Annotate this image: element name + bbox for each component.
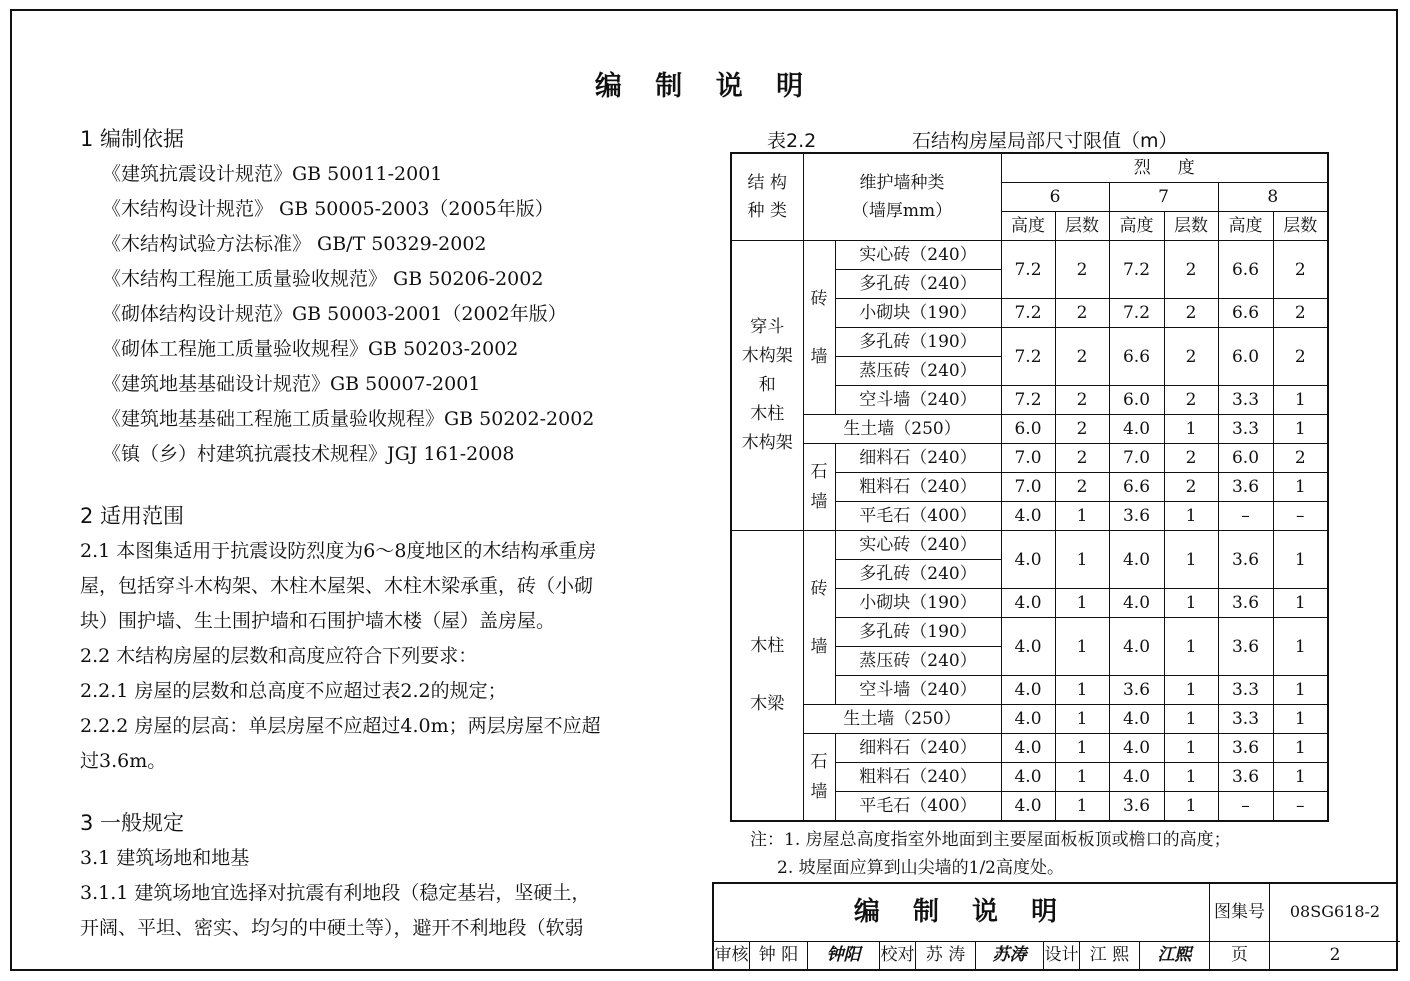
floors-value: 1 — [1055, 589, 1109, 618]
height-value: 7.2 — [1109, 299, 1164, 328]
header-degree: 7 — [1109, 183, 1218, 212]
floors-value: 1 — [1164, 792, 1218, 822]
floors-value: 1 — [1273, 676, 1328, 705]
floors-value: 1 — [1273, 763, 1328, 792]
cell-line: 木柱 — [750, 636, 785, 656]
height-value: 4.0 — [1001, 705, 1055, 734]
wall-type-cell: 生土墙（250） — [803, 415, 1001, 444]
cell-line: 石 — [810, 462, 828, 482]
section-3-body — [80, 841, 690, 946]
body-line: 2.2 木结构房屋的层数和高度应符合下列要求： — [80, 645, 478, 667]
height-value: 3.3 — [1218, 705, 1273, 734]
floors-value: 2 — [1055, 299, 1109, 328]
floors-value: 1 — [1164, 589, 1218, 618]
reference-item: 《木结构试验方法标准》 GB/T 50329-2002 — [102, 233, 487, 255]
height-value: 3.6 — [1109, 676, 1164, 705]
reference-item: 《建筑地基基础工程施工质量验收规程》GB 50202-2002 — [102, 408, 595, 430]
reviewer-signature: 钟阳 — [808, 942, 880, 971]
height-value: 6.0 — [1218, 328, 1273, 386]
floors-value: 1 — [1055, 705, 1109, 734]
height-value: – — [1218, 502, 1273, 531]
height-value: 7.2 — [1001, 299, 1055, 328]
body-line: 2.2.2 房屋的层高：单层房屋不应超过4.0m；两层房屋不应超 — [80, 715, 601, 737]
height-value: 7.0 — [1109, 444, 1164, 473]
table-row — [731, 531, 1328, 560]
floors-value: 1 — [1164, 705, 1218, 734]
cell-line: （墙厚mm） — [851, 201, 953, 221]
section-2-heading: 2 适用范围 — [80, 504, 185, 528]
reference-item: 《镇（乡）村建筑抗震技术规程》JGJ 161-2008 — [102, 443, 515, 465]
wall-type-cell: 实心砖（240） — [835, 241, 1001, 270]
height-value: 6.6 — [1218, 241, 1273, 299]
cell-line: 砖 — [810, 578, 828, 599]
reference-item: 《建筑抗震设计规范》GB 50011-2001 — [102, 163, 443, 185]
floors-value: 1 — [1164, 676, 1218, 705]
body-line: 过3.6m。 — [80, 750, 167, 772]
height-value: 7.2 — [1001, 386, 1055, 415]
height-value: 4.0 — [1001, 676, 1055, 705]
set-number-value: 08SG618-2 — [1270, 884, 1400, 942]
floors-value: 1 — [1273, 705, 1328, 734]
header-floors: 层数 — [1164, 212, 1218, 241]
page-label: 页 — [1210, 942, 1270, 971]
wall-type-cell: 细料石（240） — [835, 444, 1001, 473]
floors-value: 1 — [1164, 734, 1218, 763]
floors-value: 1 — [1164, 415, 1218, 444]
height-value: 4.0 — [1109, 705, 1164, 734]
floors-value: 2 — [1055, 328, 1109, 386]
cell-line: 木梁 — [750, 694, 785, 714]
height-value: 4.0 — [1001, 589, 1055, 618]
height-value: 3.6 — [1218, 618, 1273, 676]
floors-value: 1 — [1164, 531, 1218, 589]
cell-line: 木柱 — [750, 404, 785, 424]
wall-type-cell: 空斗墙（240） — [835, 676, 1001, 705]
floors-value: 2 — [1164, 299, 1218, 328]
header-height: 高度 — [1001, 212, 1055, 241]
floors-value: 1 — [1055, 618, 1109, 676]
height-value: 7.0 — [1001, 473, 1055, 502]
height-value: 3.6 — [1218, 734, 1273, 763]
body-line: 开阔、平坦、密实、均匀的中硬土等），避开不利地段（软弱 — [80, 917, 584, 939]
table-row — [731, 415, 1328, 444]
height-value: 4.0 — [1109, 618, 1164, 676]
height-value: 4.0 — [1001, 502, 1055, 531]
table-number: 表2.2 — [767, 130, 817, 152]
height-value: 4.0 — [1109, 415, 1164, 444]
wall-type-cell: 细料石（240） — [835, 734, 1001, 763]
floors-value: 1 — [1273, 531, 1328, 589]
table-header-row — [731, 153, 1328, 183]
note-1: 注：1. 房屋总高度指室外地面到主要屋面板板顶或檐口的高度； — [750, 830, 1231, 850]
cell-line: 木构架 — [741, 346, 793, 366]
floors-value: 1 — [1273, 386, 1328, 415]
reference-list — [80, 157, 690, 472]
floors-value: 2 — [1055, 415, 1109, 444]
height-value: 3.3 — [1218, 386, 1273, 415]
wall-type-cell: 平毛石（400） — [835, 792, 1001, 822]
floors-value: 1 — [1055, 502, 1109, 531]
cell-line: 墙 — [810, 492, 828, 512]
wall-type-cell: 多孔砖（240） — [835, 270, 1001, 299]
floors-value: – — [1273, 792, 1328, 822]
height-value: 4.0 — [1109, 734, 1164, 763]
height-value: 3.6 — [1218, 763, 1273, 792]
height-value: 4.0 — [1001, 734, 1055, 763]
section-1-heading: 1 编制依据 — [80, 127, 185, 151]
header-wall-type — [803, 153, 1001, 241]
height-value: 3.6 — [1218, 473, 1273, 502]
body-line: 3.1 建筑场地和地基 — [80, 847, 250, 869]
wall-category-cell — [803, 444, 835, 531]
cell-line: 穿斗 — [750, 317, 785, 337]
structure-type-cell — [731, 241, 803, 531]
height-value: 7.0 — [1001, 444, 1055, 473]
height-value: 3.6 — [1218, 589, 1273, 618]
height-value: 4.0 — [1001, 618, 1055, 676]
height-value: 7.2 — [1109, 241, 1164, 299]
height-value: 4.0 — [1109, 589, 1164, 618]
cell-line: 结 构 — [747, 173, 787, 193]
floors-value: 2 — [1273, 444, 1328, 473]
wall-type-cell: 平毛石（400） — [835, 502, 1001, 531]
floors-value: 1 — [1273, 415, 1328, 444]
height-value: 4.0 — [1001, 792, 1055, 822]
floors-value: 2 — [1273, 299, 1328, 328]
body-line: 3.1.1 建筑场地宜选择对抗震有利地段（稳定基岩，坚硬土， — [80, 882, 591, 904]
floors-value: 1 — [1273, 473, 1328, 502]
floors-value: 1 — [1055, 763, 1109, 792]
height-value: 3.6 — [1109, 792, 1164, 822]
cell-line: 墙 — [810, 636, 828, 657]
table-row — [731, 444, 1328, 473]
floors-value: 1 — [1273, 734, 1328, 763]
height-value: 7.2 — [1001, 328, 1055, 386]
cell-line: 种 类 — [747, 201, 787, 221]
body-line: 屋，包括穿斗木构架、木柱木屋架、木柱木梁承重，砖（小砌 — [80, 575, 594, 597]
header-floors: 层数 — [1273, 212, 1328, 241]
checker-name: 苏 涛 — [916, 942, 976, 971]
wall-type-cell: 粗料石（240） — [835, 763, 1001, 792]
floors-value: 2 — [1055, 386, 1109, 415]
page-title: 编 制 说 明 — [594, 71, 816, 102]
design-label: 设计 — [1044, 942, 1080, 971]
height-value: 4.0 — [1109, 531, 1164, 589]
floors-value: 2 — [1273, 241, 1328, 299]
designer-signature: 江熙 — [1140, 942, 1210, 971]
checker-signature: 苏涛 — [976, 942, 1044, 971]
cell-line: 维护墙种类 — [859, 173, 945, 193]
floors-value: 2 — [1055, 241, 1109, 299]
check-label: 校对 — [880, 942, 916, 971]
floors-value: 1 — [1055, 531, 1109, 589]
floors-value: 2 — [1164, 444, 1218, 473]
cell-line: 墙 — [810, 346, 828, 367]
height-value: – — [1218, 792, 1273, 822]
floors-value: 2 — [1055, 473, 1109, 502]
wall-type-cell: 小砌块（190） — [835, 589, 1001, 618]
section-3-heading: 3 一般规定 — [80, 811, 185, 835]
wall-type-cell: 多孔砖（190） — [835, 618, 1001, 647]
wall-category-cell — [803, 531, 835, 705]
height-value: 3.3 — [1218, 676, 1273, 705]
floors-value: 2 — [1164, 241, 1218, 299]
floors-value: 2 — [1164, 328, 1218, 386]
header-floors: 层数 — [1055, 212, 1109, 241]
cell-line: 和 — [758, 375, 776, 395]
header-degree: 8 — [1218, 183, 1328, 212]
page-number: 2 — [1329, 945, 1341, 965]
floors-value: 2 — [1164, 386, 1218, 415]
wall-type-cell: 多孔砖（190） — [835, 328, 1001, 357]
designer-name: 江 熙 — [1080, 942, 1140, 971]
header-height: 高度 — [1109, 212, 1164, 241]
wall-type-cell: 小砌块（190） — [835, 299, 1001, 328]
height-value: 6.0 — [1001, 415, 1055, 444]
wall-type-cell: 生土墙（250） — [803, 705, 1001, 734]
reference-item: 《木结构设计规范》 GB 50005-2003（2005年版） — [102, 198, 554, 220]
height-value: 3.6 — [1109, 502, 1164, 531]
table-title: 石结构房屋局部尺寸限值（m） — [912, 130, 1178, 152]
title-block — [712, 882, 1398, 969]
body-line: 2.2.1 房屋的层数和总高度不应超过表2.2的规定； — [80, 680, 507, 702]
height-value: 6.6 — [1218, 299, 1273, 328]
floors-value: 1 — [1164, 763, 1218, 792]
reference-item: 《砌体工程施工质量验收规程》GB 50203-2002 — [102, 338, 519, 360]
wall-type-cell: 空斗墙（240） — [835, 386, 1001, 415]
left-column — [80, 122, 690, 946]
cell-line: 石 — [810, 752, 828, 772]
height-value: 6.6 — [1109, 328, 1164, 386]
structure-type-cell — [731, 531, 803, 822]
reference-item: 《砌体结构设计规范》GB 50003-2001（2002年版） — [102, 303, 567, 325]
review-label: 审核 — [714, 942, 750, 971]
table-caption — [737, 126, 1337, 152]
floors-value: – — [1273, 502, 1328, 531]
height-value: 3.6 — [1218, 531, 1273, 589]
reference-item: 《建筑地基基础设计规范》GB 50007-2001 — [102, 373, 481, 395]
wall-category-cell — [803, 241, 835, 415]
body-line: 块）围护墙、生土围护墙和石围护墙木楼（屋）盖房屋。 — [80, 610, 556, 632]
reference-item: 《木结构工程施工质量验收规范》 GB 50206-2002 — [102, 268, 544, 290]
header-intensity: 烈 度 — [1001, 153, 1328, 183]
limits-table — [730, 152, 1329, 822]
wall-type-cell: 实心砖（240） — [835, 531, 1001, 560]
section-2-body — [80, 534, 690, 779]
floors-value: 1 — [1055, 676, 1109, 705]
height-value: 4.0 — [1001, 763, 1055, 792]
header-degree: 6 — [1001, 183, 1109, 212]
height-value: 3.3 — [1218, 415, 1273, 444]
table-row — [731, 734, 1328, 763]
set-number-label: 图集号 — [1210, 884, 1270, 942]
height-value: 6.6 — [1109, 473, 1164, 502]
floors-value: 1 — [1055, 792, 1109, 822]
cell-line: 墙 — [810, 782, 828, 802]
table-row — [731, 705, 1328, 734]
height-value: 4.0 — [1001, 531, 1055, 589]
wall-type-cell: 粗料石（240） — [835, 473, 1001, 502]
table-notes — [750, 826, 1231, 882]
reviewer-name: 钟 阳 — [750, 942, 808, 971]
table-row — [731, 241, 1328, 270]
wall-category-cell — [803, 734, 835, 822]
cell-line: 砖 — [810, 288, 828, 309]
floors-value: 2 — [1164, 473, 1218, 502]
wall-type-cell: 多孔砖（240） — [835, 560, 1001, 589]
floors-value: 2 — [1055, 444, 1109, 473]
floors-value: 1 — [1273, 589, 1328, 618]
note-2: 2. 坡屋面应算到山尖墙的1/2高度处。 — [750, 858, 1065, 878]
height-value: 4.0 — [1109, 763, 1164, 792]
header-struct-type — [731, 153, 803, 241]
floors-value: 1 — [1055, 734, 1109, 763]
cell-line — [732, 661, 803, 690]
floors-value: 2 — [1273, 328, 1328, 386]
wall-type-cell: 蒸压砖（240） — [835, 647, 1001, 676]
height-value: 6.0 — [1109, 386, 1164, 415]
height-value: 7.2 — [1001, 241, 1055, 299]
body-line: 2.1 本图集适用于抗震设防烈度为6～8度地区的木结构承重房 — [80, 540, 597, 562]
wall-type-cell: 蒸压砖（240） — [835, 357, 1001, 386]
floors-value: 1 — [1164, 502, 1218, 531]
cell-line: 木构架 — [741, 433, 793, 453]
title-block-title: 编 制 说 明 — [714, 884, 1210, 942]
floors-value: 1 — [1273, 618, 1328, 676]
height-value: 6.0 — [1218, 444, 1273, 473]
floors-value: 1 — [1164, 618, 1218, 676]
header-height: 高度 — [1218, 212, 1273, 241]
